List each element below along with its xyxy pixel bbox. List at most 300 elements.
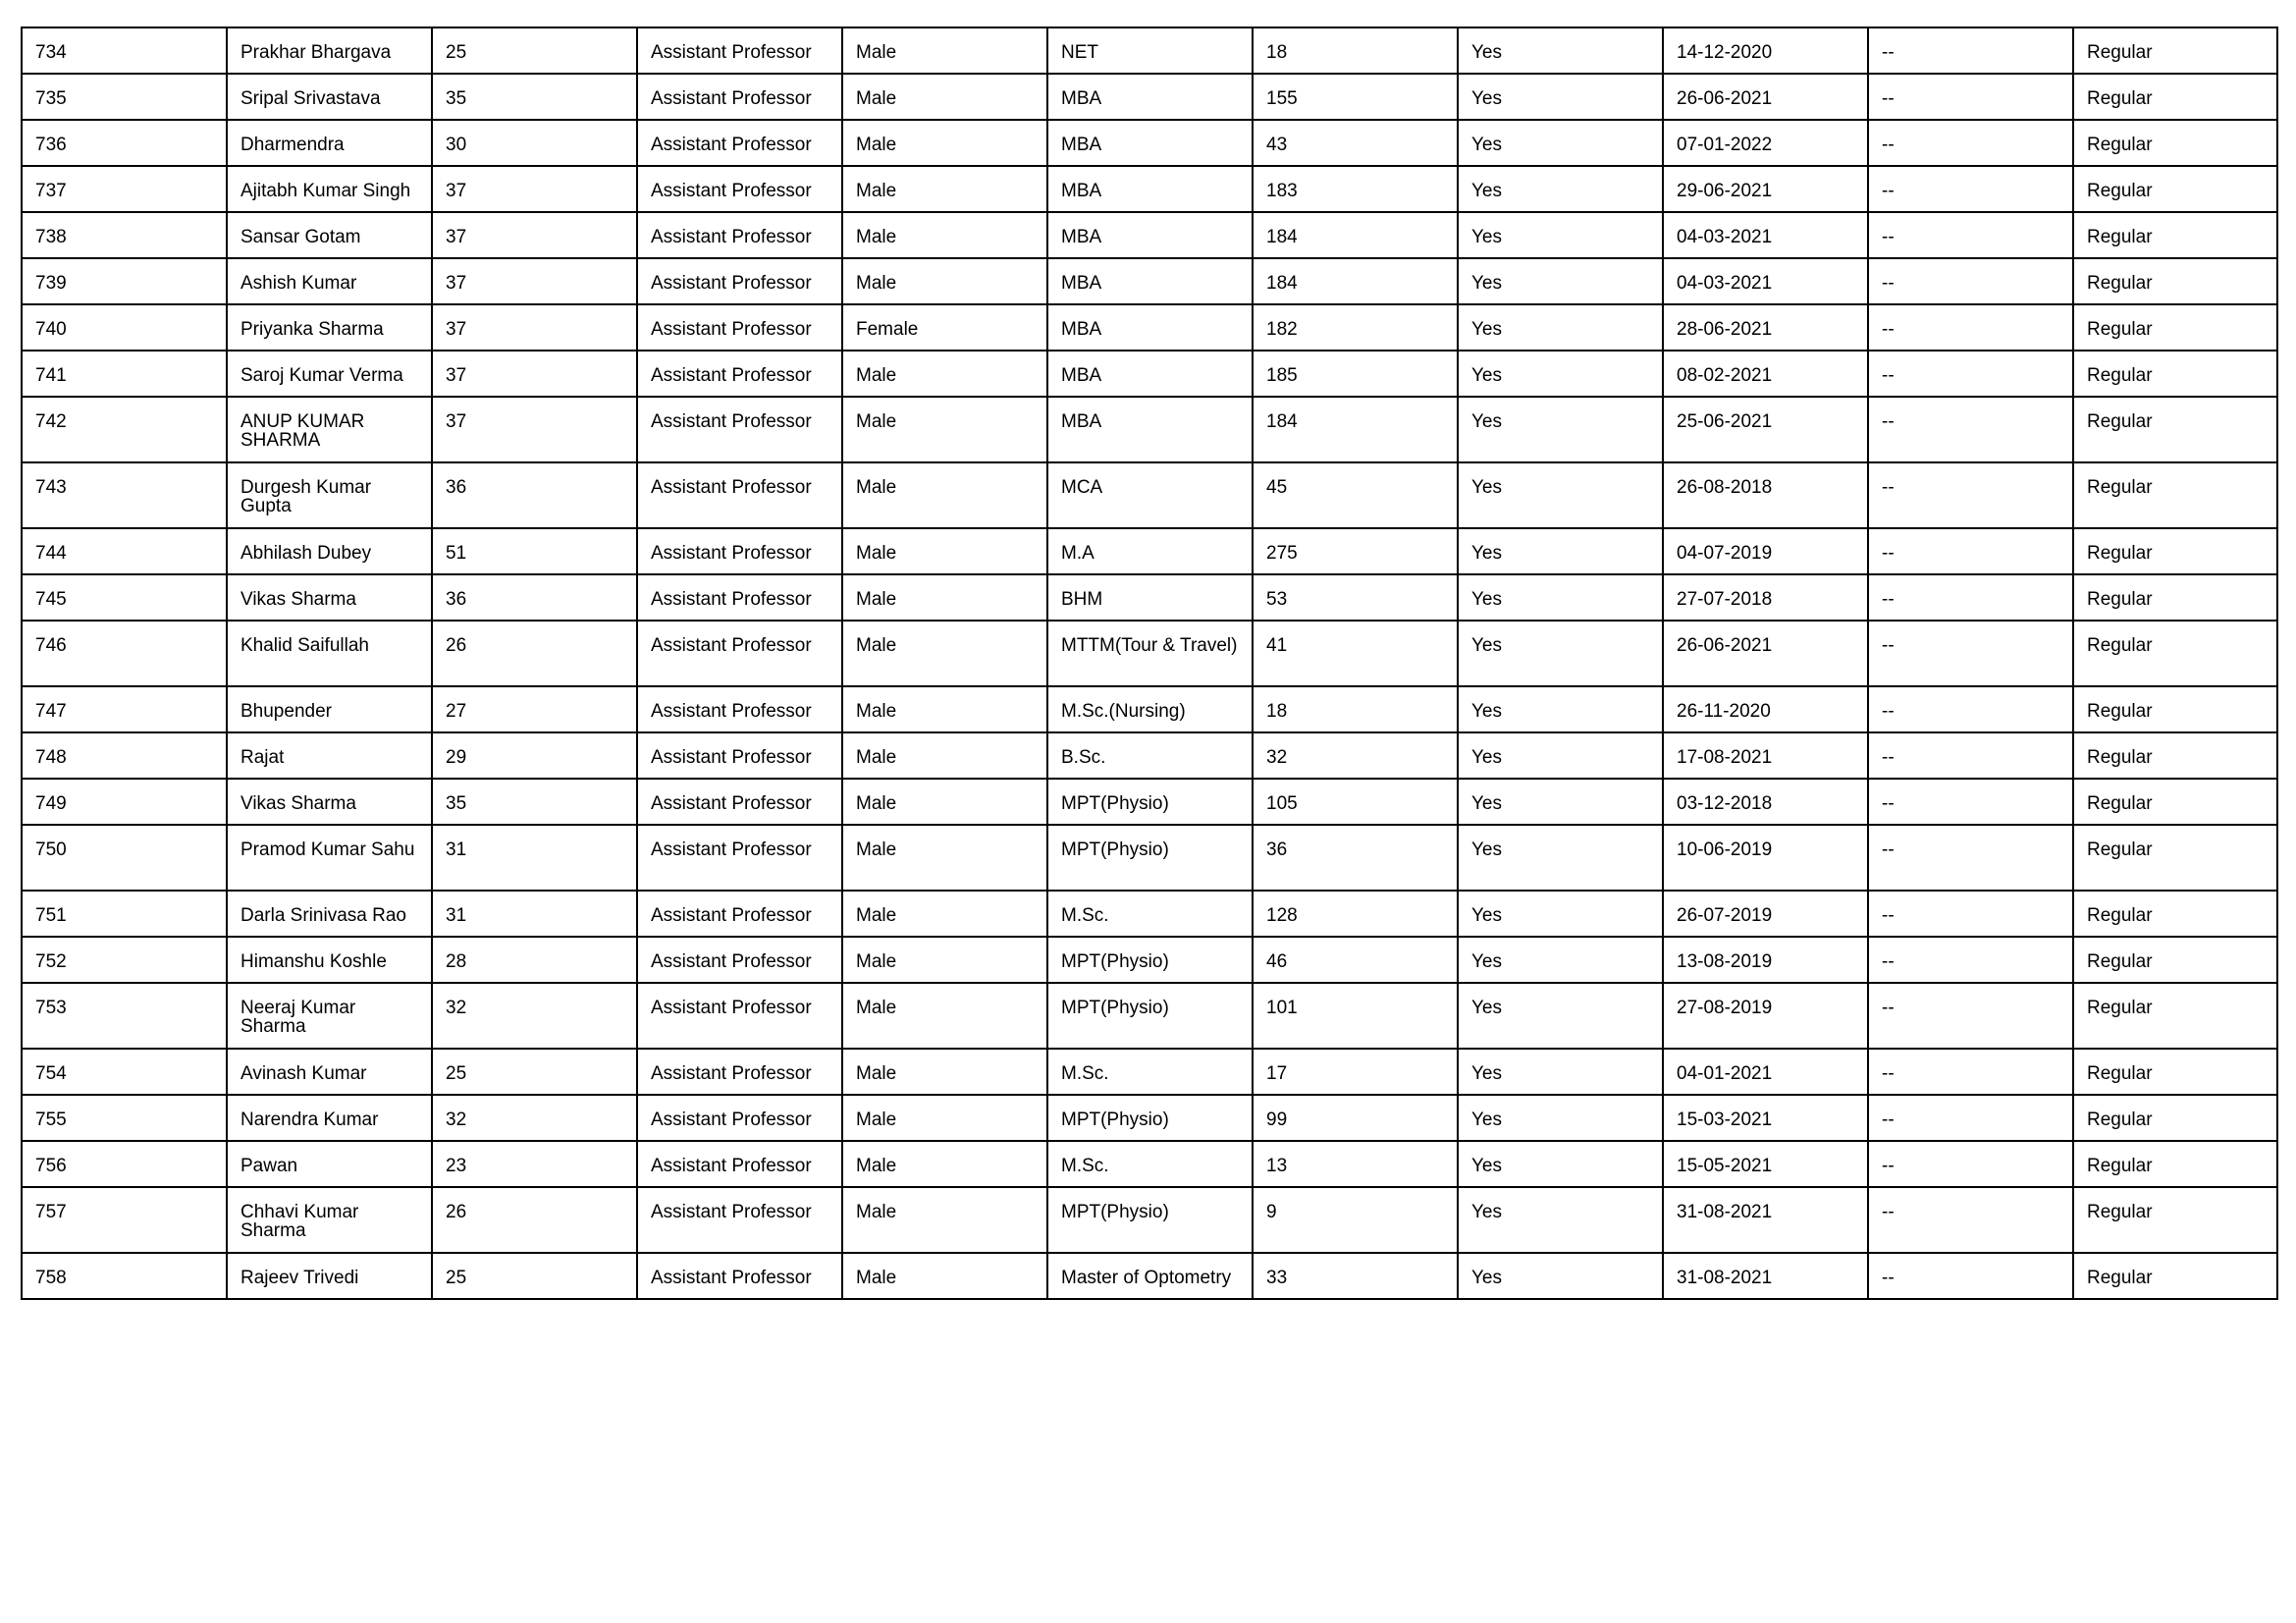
nature-cell: Regular	[2073, 686, 2277, 732]
experience-cell: 17	[1253, 1049, 1458, 1095]
gender-cell: Male	[842, 621, 1047, 686]
name-cell: Neeraj Kumar Sharma	[227, 983, 432, 1049]
nature-cell: Regular	[2073, 528, 2277, 574]
status-cell: Yes	[1458, 891, 1663, 937]
table-row	[22, 621, 2277, 686]
table-row	[22, 212, 2277, 258]
leaving-date-cell: --	[1868, 825, 2073, 891]
designation-cell: Assistant Professor	[637, 74, 842, 120]
name-cell: Chhavi Kumar Sharma	[227, 1187, 432, 1253]
status-cell: Yes	[1458, 1253, 1663, 1299]
table-body	[22, 27, 2277, 1299]
leaving-date-cell: --	[1868, 528, 2073, 574]
nature-cell: Regular	[2073, 983, 2277, 1049]
status-cell: Yes	[1458, 27, 1663, 74]
gender-cell: Male	[842, 825, 1047, 891]
serial-number-cell: 735	[22, 74, 227, 120]
qualification-cell: MBA	[1047, 212, 1253, 258]
name-cell: Vikas Sharma	[227, 574, 432, 621]
age-cell: 37	[432, 258, 637, 304]
qualification-cell: MBA	[1047, 74, 1253, 120]
status-cell: Yes	[1458, 983, 1663, 1049]
qualification-cell: MBA	[1047, 304, 1253, 351]
age-cell: 28	[432, 937, 637, 983]
designation-cell: Assistant Professor	[637, 686, 842, 732]
nature-cell: Regular	[2073, 1187, 2277, 1253]
table-row	[22, 27, 2277, 74]
qualification-cell: MPT(Physio)	[1047, 937, 1253, 983]
leaving-date-cell: --	[1868, 1141, 2073, 1187]
designation-cell: Assistant Professor	[637, 462, 842, 528]
serial-number-cell: 744	[22, 528, 227, 574]
serial-number-cell: 751	[22, 891, 227, 937]
experience-cell: 155	[1253, 74, 1458, 120]
experience-cell: 101	[1253, 983, 1458, 1049]
nature-cell: Regular	[2073, 1095, 2277, 1141]
nature-cell: Regular	[2073, 27, 2277, 74]
status-cell: Yes	[1458, 732, 1663, 779]
serial-number-cell: 750	[22, 825, 227, 891]
joining-date-cell: 13-08-2019	[1663, 937, 1868, 983]
gender-cell: Male	[842, 983, 1047, 1049]
joining-date-cell: 27-08-2019	[1663, 983, 1868, 1049]
age-cell: 36	[432, 462, 637, 528]
nature-cell: Regular	[2073, 574, 2277, 621]
age-cell: 31	[432, 825, 637, 891]
designation-cell: Assistant Professor	[637, 621, 842, 686]
serial-number-cell: 737	[22, 166, 227, 212]
qualification-cell: M.Sc.	[1047, 1141, 1253, 1187]
nature-cell: Regular	[2073, 258, 2277, 304]
age-cell: 26	[432, 621, 637, 686]
nature-cell: Regular	[2073, 1253, 2277, 1299]
table-row	[22, 1187, 2277, 1253]
serial-number-cell: 734	[22, 27, 227, 74]
name-cell: ANUP KUMAR SHARMA	[227, 397, 432, 462]
name-cell: Khalid Saifullah	[227, 621, 432, 686]
table-row	[22, 937, 2277, 983]
status-cell: Yes	[1458, 166, 1663, 212]
designation-cell: Assistant Professor	[637, 891, 842, 937]
table-row	[22, 1095, 2277, 1141]
designation-cell: Assistant Professor	[637, 212, 842, 258]
qualification-cell: MPT(Physio)	[1047, 825, 1253, 891]
name-cell: Pawan	[227, 1141, 432, 1187]
designation-cell: Assistant Professor	[637, 1141, 842, 1187]
gender-cell: Male	[842, 351, 1047, 397]
name-cell: Ashish Kumar	[227, 258, 432, 304]
qualification-cell: B.Sc.	[1047, 732, 1253, 779]
experience-cell: 183	[1253, 166, 1458, 212]
experience-cell: 185	[1253, 351, 1458, 397]
age-cell: 37	[432, 351, 637, 397]
qualification-cell: MTTM(Tour & Travel)	[1047, 621, 1253, 686]
status-cell: Yes	[1458, 1049, 1663, 1095]
designation-cell: Assistant Professor	[637, 779, 842, 825]
qualification-cell: MPT(Physio)	[1047, 779, 1253, 825]
name-cell: Himanshu Koshle	[227, 937, 432, 983]
leaving-date-cell: --	[1868, 351, 2073, 397]
joining-date-cell: 10-06-2019	[1663, 825, 1868, 891]
qualification-cell: MPT(Physio)	[1047, 983, 1253, 1049]
table-row	[22, 258, 2277, 304]
age-cell: 35	[432, 74, 637, 120]
designation-cell: Assistant Professor	[637, 397, 842, 462]
leaving-date-cell: --	[1868, 1049, 2073, 1095]
nature-cell: Regular	[2073, 304, 2277, 351]
nature-cell: Regular	[2073, 462, 2277, 528]
age-cell: 32	[432, 983, 637, 1049]
qualification-cell: MPT(Physio)	[1047, 1095, 1253, 1141]
serial-number-cell: 747	[22, 686, 227, 732]
serial-number-cell: 742	[22, 397, 227, 462]
gender-cell: Male	[842, 212, 1047, 258]
experience-cell: 105	[1253, 779, 1458, 825]
name-cell: Abhilash Dubey	[227, 528, 432, 574]
joining-date-cell: 07-01-2022	[1663, 120, 1868, 166]
leaving-date-cell: --	[1868, 166, 2073, 212]
designation-cell: Assistant Professor	[637, 983, 842, 1049]
experience-cell: 99	[1253, 1095, 1458, 1141]
status-cell: Yes	[1458, 1095, 1663, 1141]
age-cell: 37	[432, 397, 637, 462]
nature-cell: Regular	[2073, 351, 2277, 397]
designation-cell: Assistant Professor	[637, 1095, 842, 1141]
serial-number-cell: 745	[22, 574, 227, 621]
serial-number-cell: 756	[22, 1141, 227, 1187]
designation-cell: Assistant Professor	[637, 166, 842, 212]
table-row	[22, 983, 2277, 1049]
name-cell: Bhupender	[227, 686, 432, 732]
gender-cell: Male	[842, 1049, 1047, 1095]
experience-cell: 9	[1253, 1187, 1458, 1253]
age-cell: 29	[432, 732, 637, 779]
serial-number-cell: 752	[22, 937, 227, 983]
qualification-cell: M.Sc.	[1047, 1049, 1253, 1095]
gender-cell: Female	[842, 304, 1047, 351]
joining-date-cell: 15-05-2021	[1663, 1141, 1868, 1187]
nature-cell: Regular	[2073, 397, 2277, 462]
leaving-date-cell: --	[1868, 74, 2073, 120]
gender-cell: Male	[842, 166, 1047, 212]
name-cell: Prakhar Bhargava	[227, 27, 432, 74]
designation-cell: Assistant Professor	[637, 937, 842, 983]
status-cell: Yes	[1458, 258, 1663, 304]
qualification-cell: NET	[1047, 27, 1253, 74]
name-cell: Narendra Kumar	[227, 1095, 432, 1141]
leaving-date-cell: --	[1868, 1095, 2073, 1141]
leaving-date-cell: --	[1868, 732, 2073, 779]
serial-number-cell: 736	[22, 120, 227, 166]
serial-number-cell: 739	[22, 258, 227, 304]
serial-number-cell: 755	[22, 1095, 227, 1141]
designation-cell: Assistant Professor	[637, 27, 842, 74]
experience-cell: 182	[1253, 304, 1458, 351]
leaving-date-cell: --	[1868, 1187, 2073, 1253]
nature-cell: Regular	[2073, 732, 2277, 779]
name-cell: Sansar Gotam	[227, 212, 432, 258]
gender-cell: Male	[842, 574, 1047, 621]
qualification-cell: MBA	[1047, 166, 1253, 212]
status-cell: Yes	[1458, 779, 1663, 825]
joining-date-cell: 03-12-2018	[1663, 779, 1868, 825]
status-cell: Yes	[1458, 528, 1663, 574]
joining-date-cell: 27-07-2018	[1663, 574, 1868, 621]
experience-cell: 43	[1253, 120, 1458, 166]
designation-cell: Assistant Professor	[637, 732, 842, 779]
joining-date-cell: 28-06-2021	[1663, 304, 1868, 351]
joining-date-cell: 04-01-2021	[1663, 1049, 1868, 1095]
nature-cell: Regular	[2073, 825, 2277, 891]
gender-cell: Male	[842, 462, 1047, 528]
nature-cell: Regular	[2073, 891, 2277, 937]
nature-cell: Regular	[2073, 120, 2277, 166]
age-cell: 36	[432, 574, 637, 621]
serial-number-cell: 746	[22, 621, 227, 686]
joining-date-cell: 26-06-2021	[1663, 74, 1868, 120]
gender-cell: Male	[842, 1187, 1047, 1253]
name-cell: Saroj Kumar Verma	[227, 351, 432, 397]
leaving-date-cell: --	[1868, 779, 2073, 825]
name-cell: Pramod Kumar Sahu	[227, 825, 432, 891]
joining-date-cell: 26-08-2018	[1663, 462, 1868, 528]
designation-cell: Assistant Professor	[637, 1049, 842, 1095]
joining-date-cell: 04-03-2021	[1663, 258, 1868, 304]
serial-number-cell: 741	[22, 351, 227, 397]
joining-date-cell: 29-06-2021	[1663, 166, 1868, 212]
nature-cell: Regular	[2073, 1141, 2277, 1187]
joining-date-cell: 04-07-2019	[1663, 528, 1868, 574]
serial-number-cell: 740	[22, 304, 227, 351]
status-cell: Yes	[1458, 462, 1663, 528]
qualification-cell: M.Sc.(Nursing)	[1047, 686, 1253, 732]
joining-date-cell: 31-08-2021	[1663, 1187, 1868, 1253]
qualification-cell: M.Sc.	[1047, 891, 1253, 937]
experience-cell: 184	[1253, 258, 1458, 304]
serial-number-cell: 757	[22, 1187, 227, 1253]
gender-cell: Male	[842, 27, 1047, 74]
name-cell: Rajat	[227, 732, 432, 779]
joining-date-cell: 31-08-2021	[1663, 1253, 1868, 1299]
qualification-cell: MBA	[1047, 120, 1253, 166]
joining-date-cell: 26-06-2021	[1663, 621, 1868, 686]
leaving-date-cell: --	[1868, 304, 2073, 351]
leaving-date-cell: --	[1868, 686, 2073, 732]
table-row	[22, 1253, 2277, 1299]
status-cell: Yes	[1458, 825, 1663, 891]
table-row	[22, 1049, 2277, 1095]
table-row	[22, 732, 2277, 779]
age-cell: 37	[432, 166, 637, 212]
qualification-cell: M.A	[1047, 528, 1253, 574]
status-cell: Yes	[1458, 304, 1663, 351]
gender-cell: Male	[842, 74, 1047, 120]
experience-cell: 184	[1253, 212, 1458, 258]
gender-cell: Male	[842, 120, 1047, 166]
experience-cell: 13	[1253, 1141, 1458, 1187]
gender-cell: Male	[842, 528, 1047, 574]
designation-cell: Assistant Professor	[637, 574, 842, 621]
designation-cell: Assistant Professor	[637, 120, 842, 166]
leaving-date-cell: --	[1868, 462, 2073, 528]
serial-number-cell: 754	[22, 1049, 227, 1095]
name-cell: Rajeev Trivedi	[227, 1253, 432, 1299]
leaving-date-cell: --	[1868, 983, 2073, 1049]
designation-cell: Assistant Professor	[637, 1253, 842, 1299]
table-row	[22, 528, 2277, 574]
qualification-cell: Master of Optometry	[1047, 1253, 1253, 1299]
name-cell: Durgesh Kumar Gupta	[227, 462, 432, 528]
joining-date-cell: 26-11-2020	[1663, 686, 1868, 732]
table-row	[22, 351, 2277, 397]
age-cell: 25	[432, 1049, 637, 1095]
leaving-date-cell: --	[1868, 397, 2073, 462]
age-cell: 30	[432, 120, 637, 166]
nature-cell: Regular	[2073, 1049, 2277, 1095]
serial-number-cell: 749	[22, 779, 227, 825]
gender-cell: Male	[842, 1253, 1047, 1299]
serial-number-cell: 743	[22, 462, 227, 528]
status-cell: Yes	[1458, 120, 1663, 166]
table-row	[22, 825, 2277, 891]
leaving-date-cell: --	[1868, 212, 2073, 258]
status-cell: Yes	[1458, 686, 1663, 732]
experience-cell: 45	[1253, 462, 1458, 528]
serial-number-cell: 738	[22, 212, 227, 258]
status-cell: Yes	[1458, 351, 1663, 397]
gender-cell: Male	[842, 937, 1047, 983]
table-row	[22, 166, 2277, 212]
experience-cell: 53	[1253, 574, 1458, 621]
leaving-date-cell: --	[1868, 937, 2073, 983]
name-cell: Dharmendra	[227, 120, 432, 166]
status-cell: Yes	[1458, 574, 1663, 621]
table-row	[22, 304, 2277, 351]
nature-cell: Regular	[2073, 937, 2277, 983]
leaving-date-cell: --	[1868, 621, 2073, 686]
table-row	[22, 74, 2277, 120]
designation-cell: Assistant Professor	[637, 258, 842, 304]
age-cell: 27	[432, 686, 637, 732]
staff-table	[21, 27, 2278, 1300]
table-row	[22, 1141, 2277, 1187]
age-cell: 37	[432, 212, 637, 258]
designation-cell: Assistant Professor	[637, 528, 842, 574]
qualification-cell: MCA	[1047, 462, 1253, 528]
experience-cell: 275	[1253, 528, 1458, 574]
experience-cell: 128	[1253, 891, 1458, 937]
table-row	[22, 120, 2277, 166]
joining-date-cell: 26-07-2019	[1663, 891, 1868, 937]
name-cell: Priyanka Sharma	[227, 304, 432, 351]
designation-cell: Assistant Professor	[637, 1187, 842, 1253]
age-cell: 26	[432, 1187, 637, 1253]
name-cell: Avinash Kumar	[227, 1049, 432, 1095]
designation-cell: Assistant Professor	[637, 351, 842, 397]
gender-cell: Male	[842, 891, 1047, 937]
name-cell: Darla Srinivasa Rao	[227, 891, 432, 937]
experience-cell: 46	[1253, 937, 1458, 983]
status-cell: Yes	[1458, 937, 1663, 983]
status-cell: Yes	[1458, 1187, 1663, 1253]
leaving-date-cell: --	[1868, 120, 2073, 166]
serial-number-cell: 748	[22, 732, 227, 779]
gender-cell: Male	[842, 258, 1047, 304]
table-row	[22, 686, 2277, 732]
status-cell: Yes	[1458, 74, 1663, 120]
joining-date-cell: 04-03-2021	[1663, 212, 1868, 258]
age-cell: 23	[432, 1141, 637, 1187]
status-cell: Yes	[1458, 1141, 1663, 1187]
age-cell: 32	[432, 1095, 637, 1141]
status-cell: Yes	[1458, 621, 1663, 686]
joining-date-cell: 08-02-2021	[1663, 351, 1868, 397]
serial-number-cell: 753	[22, 983, 227, 1049]
name-cell: Sripal Srivastava	[227, 74, 432, 120]
status-cell: Yes	[1458, 397, 1663, 462]
leaving-date-cell: --	[1868, 1253, 2073, 1299]
designation-cell: Assistant Professor	[637, 304, 842, 351]
qualification-cell: MPT(Physio)	[1047, 1187, 1253, 1253]
nature-cell: Regular	[2073, 621, 2277, 686]
experience-cell: 184	[1253, 397, 1458, 462]
joining-date-cell: 17-08-2021	[1663, 732, 1868, 779]
leaving-date-cell: --	[1868, 891, 2073, 937]
nature-cell: Regular	[2073, 166, 2277, 212]
joining-date-cell: 15-03-2021	[1663, 1095, 1868, 1141]
serial-number-cell: 758	[22, 1253, 227, 1299]
designation-cell: Assistant Professor	[637, 825, 842, 891]
table-row	[22, 397, 2277, 462]
age-cell: 31	[432, 891, 637, 937]
joining-date-cell: 14-12-2020	[1663, 27, 1868, 74]
gender-cell: Male	[842, 1141, 1047, 1187]
name-cell: Ajitabh Kumar Singh	[227, 166, 432, 212]
experience-cell: 41	[1253, 621, 1458, 686]
experience-cell: 18	[1253, 27, 1458, 74]
gender-cell: Male	[842, 732, 1047, 779]
age-cell: 35	[432, 779, 637, 825]
age-cell: 25	[432, 27, 637, 74]
experience-cell: 33	[1253, 1253, 1458, 1299]
gender-cell: Male	[842, 397, 1047, 462]
leaving-date-cell: --	[1868, 258, 2073, 304]
gender-cell: Male	[842, 686, 1047, 732]
qualification-cell: MBA	[1047, 351, 1253, 397]
qualification-cell: MBA	[1047, 258, 1253, 304]
leaving-date-cell: --	[1868, 27, 2073, 74]
gender-cell: Male	[842, 779, 1047, 825]
age-cell: 51	[432, 528, 637, 574]
status-cell: Yes	[1458, 212, 1663, 258]
table-row	[22, 891, 2277, 937]
experience-cell: 36	[1253, 825, 1458, 891]
nature-cell: Regular	[2073, 212, 2277, 258]
nature-cell: Regular	[2073, 74, 2277, 120]
nature-cell: Regular	[2073, 779, 2277, 825]
table-row	[22, 779, 2277, 825]
age-cell: 37	[432, 304, 637, 351]
name-cell: Vikas Sharma	[227, 779, 432, 825]
experience-cell: 18	[1253, 686, 1458, 732]
table-row	[22, 462, 2277, 528]
joining-date-cell: 25-06-2021	[1663, 397, 1868, 462]
gender-cell: Male	[842, 1095, 1047, 1141]
experience-cell: 32	[1253, 732, 1458, 779]
age-cell: 25	[432, 1253, 637, 1299]
leaving-date-cell: --	[1868, 574, 2073, 621]
qualification-cell: BHM	[1047, 574, 1253, 621]
